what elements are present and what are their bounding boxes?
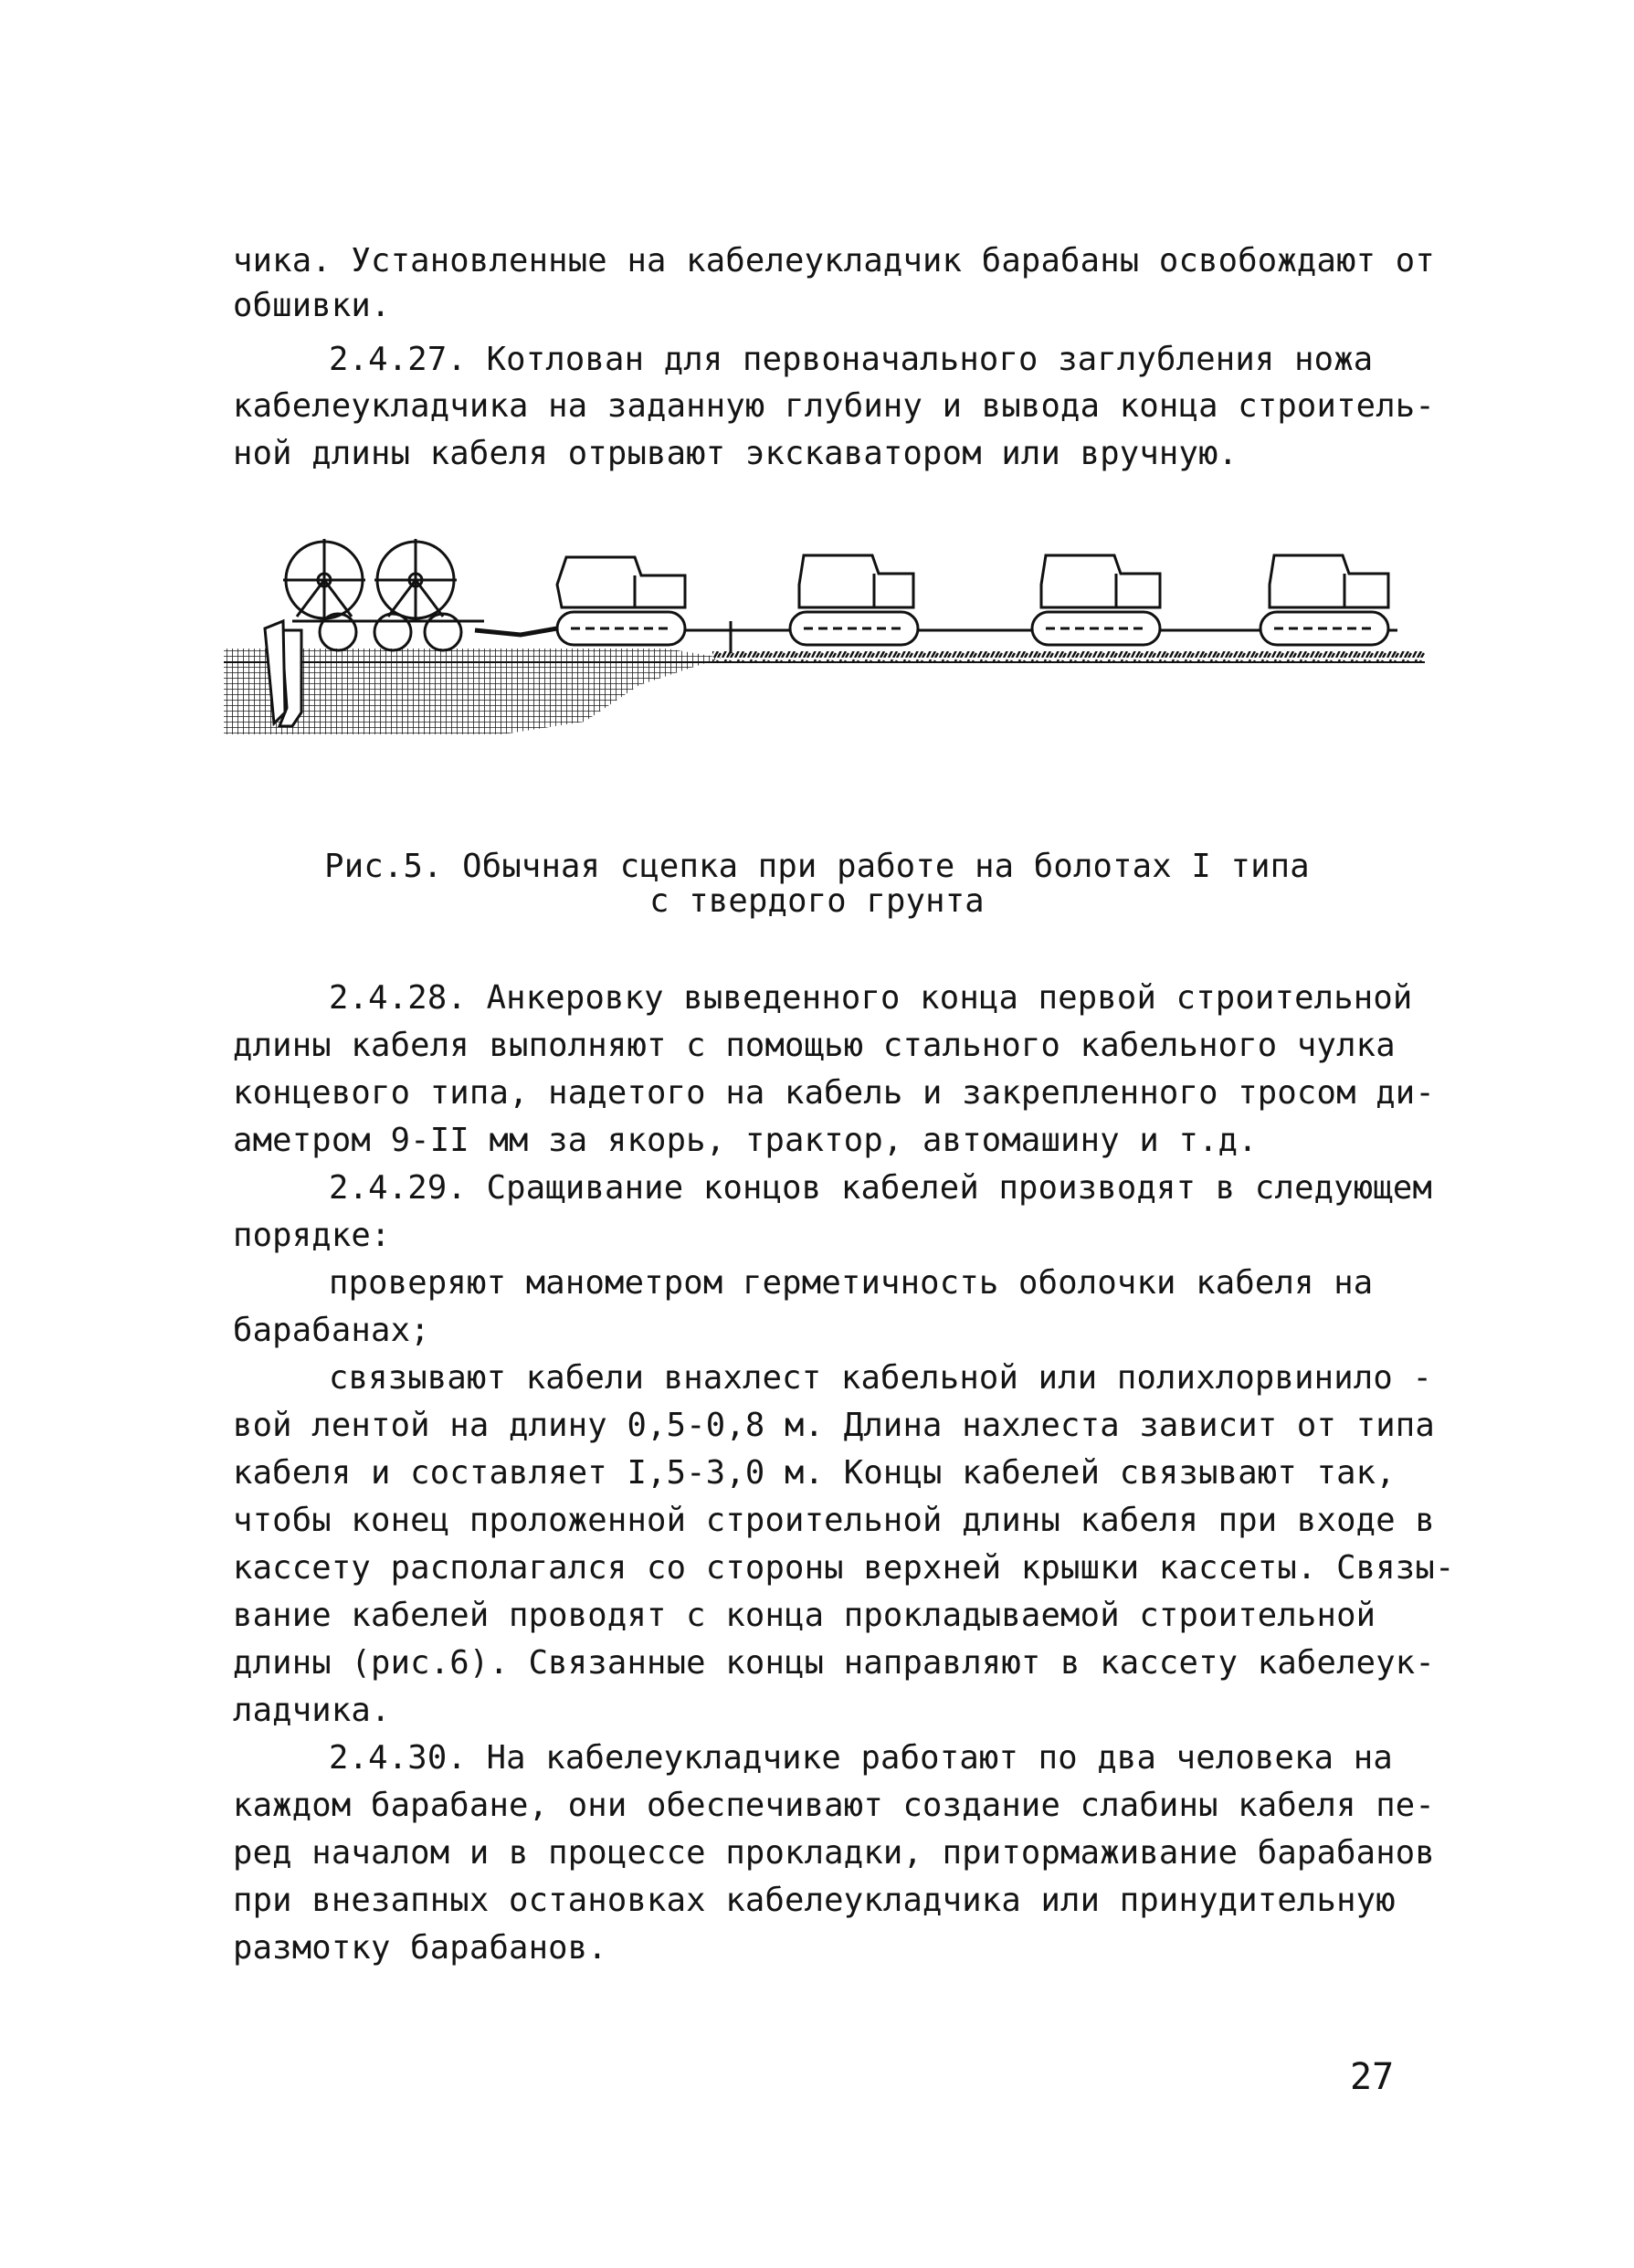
text-line: 2.4.29. Сращивание концов кабелей производят в следующем: [329, 1169, 1433, 1207]
text-line: длины кабеля выполняют с помощью стального кабельного чулка: [233, 1027, 1396, 1064]
text-line: кабелеукладчика на заданную глубину и вывода конца строитель-: [233, 387, 1435, 425]
cable-layer-figure: [210, 530, 1425, 749]
hard-ground: [712, 651, 1425, 662]
tractor-4: [1260, 555, 1388, 645]
text-line: 2.4.28. Анкеровку выведенного конца первой строительной: [329, 979, 1413, 1017]
text-line: чика. Установленные на кабелеукладчик барабаны освобождают от: [233, 242, 1435, 280]
text-line: 2.4.27. Котлован для первоначального заглубления ножа: [329, 341, 1374, 378]
page-number: 27: [1350, 2056, 1395, 2098]
cable-drums: [283, 539, 484, 650]
text-line: длины (рис.6). Связанные концы направляют в кассету кабелеук-: [233, 1644, 1435, 1682]
text-line: проверяют манометром герметичность оболочки кабеля на: [329, 1264, 1374, 1302]
text-line: кабеля и составляет I,5-3,0 м. Концы кабелей связывают так,: [233, 1454, 1396, 1492]
text-line: ред началом и в процессе прокладки, притормаживание барабанов: [233, 1834, 1435, 1872]
text-line: при внезапных остановках кабелеукладчика или принудительную: [233, 1882, 1396, 1919]
text-line: размотку барабанов.: [233, 1929, 607, 1967]
text-line: концевого типа, надетого на кабель и закрепленного тросом ди-: [233, 1074, 1435, 1112]
figure-caption-line-2: с твердого грунта: [649, 882, 985, 920]
figure-caption-line-1: Рис.5. Обычная сцепка при работе на болотах I типа: [324, 848, 1310, 885]
text-line: вание кабелей проводят с конца прокладываемой строительной: [233, 1597, 1376, 1634]
text-line: кассету располагался со стороны верхней крышки кассеты. Связы-: [233, 1549, 1455, 1587]
tractor-1: [557, 557, 685, 645]
text-line: ной длины кабеля отрывают экскаватором или вручную.: [233, 435, 1239, 472]
text-line: обшивки.: [233, 287, 391, 324]
text-line: связывают кабели внахлест кабельной или полихлорвинило -: [329, 1359, 1433, 1397]
text-line: чтобы конец проложенной строительной длины кабеля при входе в: [233, 1502, 1435, 1539]
tractor-3: [1032, 555, 1160, 645]
text-line: аметром 9-II мм за якорь, трактор, автомашину и т.д.: [233, 1122, 1258, 1159]
text-line: 2.4.30. На кабелеукладчике работают по два человека на: [329, 1739, 1393, 1777]
text-line: вой лентой на длину 0,5-0,8 м. Длина нахлеста зависит от типа: [233, 1407, 1435, 1444]
tractor-2: [790, 555, 918, 645]
text-line: ладчика.: [233, 1692, 391, 1729]
text-line: барабанах;: [233, 1312, 430, 1349]
text-line: каждом барабане, они обеспечивают создание слабины кабеля пе-: [233, 1787, 1435, 1824]
text-line: порядке:: [233, 1217, 391, 1254]
